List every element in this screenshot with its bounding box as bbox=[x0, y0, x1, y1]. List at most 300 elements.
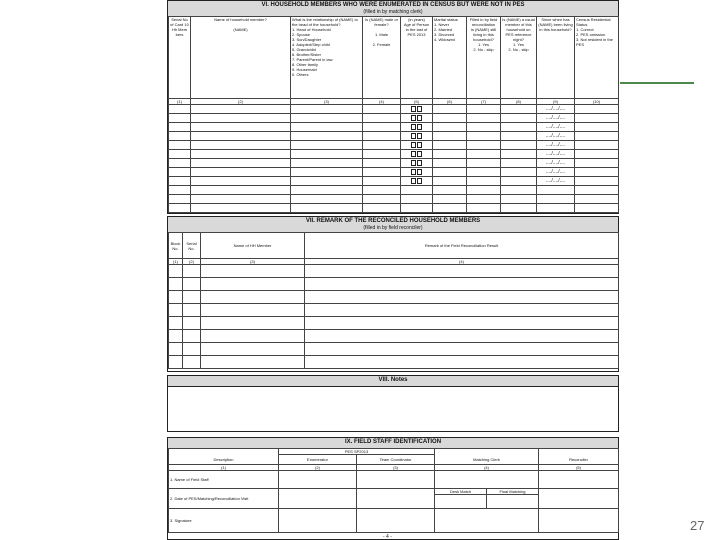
col-number: (5) bbox=[539, 465, 619, 471]
reconciler-cell[interactable] bbox=[539, 489, 619, 509]
marital-option: 2. Married bbox=[434, 27, 453, 32]
age-cell[interactable] bbox=[401, 123, 433, 132]
section-9-title: IX. FIELD STAFF IDENTIFICATION bbox=[344, 439, 442, 445]
staff-row-label: 1. Name of Field Staff bbox=[169, 471, 279, 489]
table-cell[interactable] bbox=[169, 186, 191, 195]
digit-box[interactable] bbox=[411, 160, 416, 166]
table-cell[interactable] bbox=[183, 356, 201, 369]
table-cell[interactable] bbox=[467, 150, 501, 159]
table-cell[interactable] bbox=[201, 356, 305, 369]
digit-box[interactable] bbox=[411, 151, 416, 157]
table-cell[interactable] bbox=[191, 105, 291, 114]
table-cell[interactable] bbox=[501, 177, 537, 186]
date-placeholder: ..../..../.... bbox=[545, 169, 566, 175]
table-cell[interactable] bbox=[467, 168, 501, 177]
table-cell[interactable] bbox=[305, 356, 619, 369]
marital-option: 1. Never bbox=[434, 22, 450, 27]
table-cell[interactable] bbox=[191, 168, 291, 177]
col-usual-header: Is (NAME) a usual member of this household on PES reference night? 1. Yes 2. No - skip bbox=[501, 17, 537, 99]
table-cell[interactable] bbox=[291, 132, 363, 141]
digit-box[interactable] bbox=[411, 133, 416, 139]
table-cell[interactable] bbox=[467, 105, 501, 114]
staff-row-label: 2. Date of PES/Matching/Reconciliation Visit bbox=[169, 489, 279, 509]
table-cell[interactable] bbox=[291, 114, 363, 123]
table-row bbox=[169, 343, 619, 356]
table-cell[interactable] bbox=[363, 114, 401, 123]
table-cell[interactable] bbox=[433, 150, 467, 159]
col-number: (3) bbox=[201, 259, 305, 265]
matching-cell[interactable] bbox=[435, 471, 539, 489]
col-number: (3) bbox=[357, 465, 435, 471]
col-number: (9) bbox=[537, 99, 575, 105]
digit-box[interactable] bbox=[417, 142, 422, 148]
col-number: (1) bbox=[169, 465, 279, 471]
date-placeholder: ..../..../.... bbox=[545, 124, 566, 130]
digit-box[interactable] bbox=[411, 124, 416, 130]
table-cell[interactable] bbox=[401, 195, 433, 204]
table-cell[interactable] bbox=[169, 317, 183, 330]
relation-option: 3. Son/Daughter bbox=[292, 37, 322, 42]
reconciled-members-table bbox=[168, 232, 619, 369]
table-cell[interactable] bbox=[305, 317, 619, 330]
date-cell[interactable] bbox=[537, 177, 575, 186]
date-placeholder: ..../..../.... bbox=[545, 142, 566, 148]
date-cell[interactable] bbox=[537, 105, 575, 114]
staff-row-label: 3. Signature bbox=[169, 509, 279, 533]
col-number: (4) bbox=[305, 259, 619, 265]
table-cell[interactable] bbox=[191, 177, 291, 186]
table-cell[interactable] bbox=[537, 186, 575, 195]
table-row bbox=[169, 150, 619, 159]
table-cell[interactable] bbox=[183, 304, 201, 317]
status-option: 1. Correct bbox=[576, 27, 594, 32]
table-cell[interactable] bbox=[433, 177, 467, 186]
relation-option: 1. Head of Household bbox=[292, 27, 331, 32]
table-cell[interactable] bbox=[169, 132, 191, 141]
table-cell[interactable] bbox=[363, 204, 401, 213]
relation-option: 5. Grandchild bbox=[292, 47, 316, 52]
reconciler-cell[interactable] bbox=[539, 509, 619, 533]
digit-box[interactable] bbox=[411, 115, 416, 121]
table-cell[interactable] bbox=[183, 278, 201, 291]
table-cell[interactable] bbox=[363, 123, 401, 132]
table-row bbox=[169, 123, 619, 132]
table-cell[interactable] bbox=[305, 343, 619, 356]
sex-option: 2. Female bbox=[372, 42, 391, 47]
table-row bbox=[169, 168, 619, 177]
col-marital-header: Marital status 1. Never 2. Married 3. Divorced 4. Widowed bbox=[433, 17, 467, 99]
table-cell[interactable] bbox=[501, 150, 537, 159]
date-placeholder: ..../..../.... bbox=[545, 115, 566, 121]
table-cell[interactable] bbox=[191, 132, 291, 141]
col-number: (8) bbox=[501, 99, 537, 105]
col-number: (10) bbox=[575, 99, 619, 105]
table-cell[interactable] bbox=[501, 168, 537, 177]
col-number: (6) bbox=[433, 99, 467, 105]
table-cell[interactable] bbox=[575, 150, 619, 159]
table-cell[interactable] bbox=[191, 123, 291, 132]
table-cell[interactable] bbox=[291, 150, 363, 159]
staff-row bbox=[169, 509, 619, 533]
table-cell[interactable] bbox=[201, 278, 305, 291]
table-cell[interactable] bbox=[433, 123, 467, 132]
table-cell[interactable] bbox=[305, 291, 619, 304]
table-row bbox=[169, 132, 619, 141]
col-living-header: Filled in by field reconciliation Is (NAME) still living in this household? 1. Yes 2. No - skip bbox=[467, 17, 501, 99]
table-cell[interactable] bbox=[169, 204, 191, 213]
table-cell[interactable] bbox=[363, 195, 401, 204]
table-cell[interactable] bbox=[201, 265, 305, 278]
table-cell[interactable] bbox=[169, 356, 183, 369]
table-row bbox=[169, 204, 619, 213]
date-cell[interactable] bbox=[537, 123, 575, 132]
section-7-header bbox=[168, 217, 618, 233]
table-cell[interactable] bbox=[169, 114, 191, 123]
digit-box[interactable] bbox=[417, 178, 422, 184]
age-boxes[interactable] bbox=[401, 160, 432, 166]
table-cell[interactable] bbox=[169, 105, 191, 114]
table-cell[interactable] bbox=[433, 168, 467, 177]
household-members-table bbox=[168, 16, 619, 213]
digit-box[interactable] bbox=[417, 169, 422, 175]
table-cell[interactable] bbox=[501, 186, 537, 195]
table-cell[interactable] bbox=[191, 141, 291, 150]
relation-option: 2. Spouse bbox=[292, 32, 311, 37]
age-boxes[interactable] bbox=[401, 178, 432, 184]
table-cell[interactable] bbox=[433, 186, 467, 195]
table-cell[interactable] bbox=[291, 105, 363, 114]
col-block-header: Block No. bbox=[169, 233, 183, 259]
table-cell[interactable] bbox=[575, 195, 619, 204]
age-boxes[interactable] bbox=[401, 142, 432, 148]
table-row bbox=[169, 278, 619, 291]
age-boxes[interactable] bbox=[401, 115, 432, 121]
notes-area[interactable] bbox=[168, 386, 618, 431]
table-cell[interactable] bbox=[363, 168, 401, 177]
table-cell[interactable] bbox=[201, 291, 305, 304]
date-placeholder: ..../..../.... bbox=[545, 133, 566, 139]
living-option: 2. No - skip bbox=[473, 47, 494, 52]
table-cell[interactable] bbox=[575, 123, 619, 132]
table-cell[interactable] bbox=[501, 132, 537, 141]
age-cell[interactable] bbox=[401, 177, 433, 186]
table-cell[interactable] bbox=[183, 343, 201, 356]
section-6-title: VI. HOUSEHOLD MEMBERS WHO WERE ENUMERATED IN CENSUS BUT WERE NOT IN PES bbox=[261, 2, 525, 8]
table-cell[interactable] bbox=[363, 141, 401, 150]
team-cell[interactable] bbox=[357, 509, 435, 533]
age-cell[interactable] bbox=[401, 105, 433, 114]
marital-option: 4. Widowed bbox=[434, 37, 455, 42]
table-cell[interactable] bbox=[305, 304, 619, 317]
table-cell[interactable] bbox=[467, 195, 501, 204]
table-cell[interactable] bbox=[183, 265, 201, 278]
table-cell[interactable] bbox=[169, 291, 183, 304]
digit-box[interactable] bbox=[411, 106, 416, 112]
date-cell[interactable] bbox=[537, 132, 575, 141]
relation-option: 7. Parent/Parent in law bbox=[292, 57, 333, 62]
table-cell[interactable] bbox=[191, 150, 291, 159]
table-cell[interactable] bbox=[169, 343, 183, 356]
col-number: (5) bbox=[401, 99, 433, 105]
table-cell[interactable] bbox=[501, 195, 537, 204]
col-name-header: Name of household member? (NAME) bbox=[191, 17, 291, 99]
col-reconciler-header: Reconciler bbox=[539, 455, 619, 465]
table-cell[interactable] bbox=[169, 159, 191, 168]
col-number: (3) bbox=[291, 99, 363, 105]
team-cell[interactable] bbox=[357, 489, 435, 509]
relation-option: 4. Adopted/Step child bbox=[292, 42, 330, 47]
table-cell[interactable] bbox=[169, 304, 183, 317]
age-cell[interactable] bbox=[401, 132, 433, 141]
age-cell[interactable] bbox=[401, 159, 433, 168]
table-cell[interactable] bbox=[501, 114, 537, 123]
table-cell[interactable] bbox=[363, 105, 401, 114]
table-cell[interactable] bbox=[433, 114, 467, 123]
usual-option: 1. Yes bbox=[513, 42, 524, 47]
date-cell[interactable] bbox=[537, 141, 575, 150]
section-reconciled-members bbox=[167, 216, 619, 372]
table-cell[interactable] bbox=[169, 123, 191, 132]
table-row bbox=[169, 265, 619, 278]
date-placeholder: ..../..../.... bbox=[545, 160, 566, 166]
table-row bbox=[169, 195, 619, 204]
digit-box[interactable] bbox=[417, 160, 422, 166]
col-matching-header: Matching Clerk bbox=[435, 455, 539, 465]
table-cell[interactable] bbox=[501, 141, 537, 150]
table-cell[interactable] bbox=[575, 168, 619, 177]
pes-label: PES SP2013 bbox=[279, 449, 435, 455]
col-age-header: (in years) Age of Person in the last of PES 2013 bbox=[401, 17, 433, 99]
final-matching-cell[interactable] bbox=[487, 495, 539, 509]
status-option: 2. PES omission bbox=[576, 32, 606, 37]
team-cell[interactable] bbox=[357, 471, 435, 489]
digit-box[interactable] bbox=[417, 106, 422, 112]
col-number: (4) bbox=[435, 465, 539, 471]
field-staff-table bbox=[168, 448, 619, 533]
table-cell[interactable] bbox=[575, 105, 619, 114]
col-number: (2) bbox=[191, 99, 291, 105]
table-cell[interactable] bbox=[433, 105, 467, 114]
date-cell[interactable] bbox=[537, 168, 575, 177]
table-cell[interactable] bbox=[305, 278, 619, 291]
table-row bbox=[169, 304, 619, 317]
table-row bbox=[169, 105, 619, 114]
table-cell[interactable] bbox=[169, 265, 183, 278]
age-boxes[interactable] bbox=[401, 133, 432, 139]
table-cell[interactable] bbox=[575, 204, 619, 213]
col-number: (1) bbox=[169, 259, 183, 265]
table-row bbox=[169, 114, 619, 123]
section-notes bbox=[167, 375, 619, 432]
table-cell[interactable] bbox=[291, 195, 363, 204]
section-field-staff bbox=[167, 437, 619, 540]
slide-number: 27 bbox=[690, 518, 705, 533]
table-cell[interactable] bbox=[363, 150, 401, 159]
section-7-title: VII. REMARK OF THE RECONCILED HOUSEHOLD MEMBERS bbox=[305, 218, 481, 224]
usual-option: 2. No - skip bbox=[508, 47, 529, 52]
table-cell[interactable] bbox=[363, 132, 401, 141]
table-row bbox=[169, 159, 619, 168]
table-cell[interactable] bbox=[201, 330, 305, 343]
table-cell[interactable] bbox=[291, 141, 363, 150]
digit-box[interactable] bbox=[411, 169, 416, 175]
table-cell[interactable] bbox=[433, 204, 467, 213]
enumerator-cell[interactable] bbox=[279, 471, 357, 489]
staff-row bbox=[169, 471, 619, 489]
questionnaire-page bbox=[167, 0, 619, 540]
table-cell[interactable] bbox=[575, 186, 619, 195]
table-cell[interactable] bbox=[169, 330, 183, 343]
col-serial-header: Serial No of Card 10 Hh Mem bers bbox=[169, 17, 191, 99]
age-boxes[interactable] bbox=[401, 124, 432, 130]
relation-option: 0. Others bbox=[292, 72, 309, 77]
table-cell[interactable] bbox=[191, 204, 291, 213]
table-cell[interactable] bbox=[575, 159, 619, 168]
table-cell[interactable] bbox=[467, 141, 501, 150]
status-option: 3. Not resident in the PES bbox=[576, 37, 613, 47]
relation-option: 8. Other family bbox=[292, 62, 319, 67]
digit-box[interactable] bbox=[417, 124, 422, 130]
table-cell[interactable] bbox=[501, 159, 537, 168]
table-row bbox=[169, 356, 619, 369]
table-cell[interactable] bbox=[433, 141, 467, 150]
table-cell[interactable] bbox=[363, 186, 401, 195]
table-cell[interactable] bbox=[575, 141, 619, 150]
table-cell[interactable] bbox=[191, 114, 291, 123]
matching-cell[interactable] bbox=[435, 509, 539, 533]
col-number: (1) bbox=[169, 99, 191, 105]
col-status-header: Census Residential Status 1. Correct 2. PES omission 3. Not resident in the PES bbox=[575, 17, 619, 99]
table-cell[interactable] bbox=[169, 141, 191, 150]
table-cell[interactable] bbox=[363, 159, 401, 168]
living-option: 1. Yes bbox=[478, 42, 489, 47]
date-cell[interactable] bbox=[537, 150, 575, 159]
age-boxes[interactable] bbox=[401, 169, 432, 175]
table-cell[interactable] bbox=[291, 168, 363, 177]
staff-row bbox=[169, 489, 619, 495]
table-cell[interactable] bbox=[467, 186, 501, 195]
enumerator-cell[interactable] bbox=[279, 509, 357, 533]
field-reconciliation-label: Filled in by field reconciliation bbox=[469, 17, 498, 27]
table-cell[interactable] bbox=[291, 123, 363, 132]
table-cell[interactable] bbox=[191, 186, 291, 195]
table-row bbox=[169, 317, 619, 330]
table-cell[interactable] bbox=[201, 343, 305, 356]
section-household-members bbox=[167, 0, 619, 214]
table-cell[interactable] bbox=[501, 204, 537, 213]
table-cell[interactable] bbox=[183, 330, 201, 343]
col-number: (4) bbox=[363, 99, 401, 105]
date-placeholder: ..../..../.... bbox=[545, 178, 566, 184]
table-cell[interactable] bbox=[305, 265, 619, 278]
table-cell[interactable] bbox=[169, 177, 191, 186]
age-cell[interactable] bbox=[401, 150, 433, 159]
relation-option: 9. Housemaid bbox=[292, 67, 317, 72]
table-row bbox=[169, 291, 619, 304]
relation-option: 6. Brother/Sister bbox=[292, 52, 321, 57]
table-cell[interactable] bbox=[501, 105, 537, 114]
reconciler-cell[interactable] bbox=[539, 471, 619, 489]
digit-box[interactable] bbox=[417, 115, 422, 121]
section-6-header bbox=[168, 1, 618, 17]
age-cell[interactable] bbox=[401, 141, 433, 150]
table-cell[interactable] bbox=[183, 291, 201, 304]
digit-box[interactable] bbox=[417, 151, 422, 157]
enumerator-cell[interactable] bbox=[279, 489, 357, 509]
col-relation-header: What is the relationship of (NAME) to the head of the household? 1. Head of Household 2. Spouse 3. Son/Daughter 4. Adopted/Step child 5. Grandchild 6. Brother/Sister 7. Parent/Parent in law 8. Other family 9. Housemaid 0. Others bbox=[291, 17, 363, 99]
table-cell[interactable] bbox=[401, 204, 433, 213]
table-cell[interactable] bbox=[201, 317, 305, 330]
table-cell[interactable] bbox=[575, 114, 619, 123]
table-cell[interactable] bbox=[433, 195, 467, 204]
date-placeholder: ..../..../.... bbox=[545, 151, 566, 157]
col-enumerator-header: Enumerator bbox=[279, 455, 357, 465]
table-cell[interactable] bbox=[305, 330, 619, 343]
accent-line bbox=[620, 82, 694, 84]
table-cell[interactable] bbox=[501, 123, 537, 132]
table-cell[interactable] bbox=[291, 204, 363, 213]
col-description-header: Description bbox=[169, 455, 279, 465]
table-cell[interactable] bbox=[401, 186, 433, 195]
desk-match-label: Desk Match bbox=[435, 489, 487, 495]
date-placeholder: ..../..../.... bbox=[545, 106, 566, 112]
col-number: (7) bbox=[467, 99, 501, 105]
digit-box[interactable] bbox=[417, 133, 422, 139]
table-cell[interactable] bbox=[467, 204, 501, 213]
table-cell[interactable] bbox=[467, 114, 501, 123]
table-cell[interactable] bbox=[191, 159, 291, 168]
digit-box[interactable] bbox=[411, 178, 416, 184]
date-cell[interactable] bbox=[537, 159, 575, 168]
table-cell[interactable] bbox=[169, 150, 191, 159]
table-cell[interactable] bbox=[575, 177, 619, 186]
table-cell[interactable] bbox=[467, 123, 501, 132]
table-cell[interactable] bbox=[537, 204, 575, 213]
table-cell[interactable] bbox=[183, 317, 201, 330]
table-cell[interactable] bbox=[201, 304, 305, 317]
table-cell[interactable] bbox=[291, 159, 363, 168]
date-cell[interactable] bbox=[537, 114, 575, 123]
table-cell[interactable] bbox=[169, 168, 191, 177]
table-cell[interactable] bbox=[291, 177, 363, 186]
sex-option: 1. Male bbox=[374, 32, 389, 37]
age-boxes[interactable] bbox=[401, 151, 432, 157]
desk-match-cell[interactable] bbox=[435, 495, 487, 509]
table-cell[interactable] bbox=[467, 177, 501, 186]
table-row bbox=[169, 330, 619, 343]
final-matching-label: Final Matching bbox=[487, 489, 539, 495]
table-cell[interactable] bbox=[291, 186, 363, 195]
table-cell[interactable] bbox=[169, 278, 183, 291]
age-cell[interactable] bbox=[401, 114, 433, 123]
section-8-title: VIII. Notes bbox=[378, 377, 408, 383]
table-cell[interactable] bbox=[169, 195, 191, 204]
col-serial-header: Serial No. bbox=[183, 233, 201, 259]
table-row bbox=[169, 177, 619, 186]
age-cell[interactable] bbox=[401, 168, 433, 177]
table-cell[interactable] bbox=[191, 195, 291, 204]
table-cell[interactable] bbox=[467, 132, 501, 141]
table-cell[interactable] bbox=[537, 195, 575, 204]
table-cell[interactable] bbox=[467, 159, 501, 168]
age-boxes[interactable] bbox=[401, 106, 432, 112]
table-cell[interactable] bbox=[575, 132, 619, 141]
table-cell[interactable] bbox=[433, 132, 467, 141]
digit-box[interactable] bbox=[411, 142, 416, 148]
table-cell[interactable] bbox=[433, 159, 467, 168]
table-cell[interactable] bbox=[363, 177, 401, 186]
col-hh-name-header: Name of HH Member bbox=[201, 233, 305, 259]
